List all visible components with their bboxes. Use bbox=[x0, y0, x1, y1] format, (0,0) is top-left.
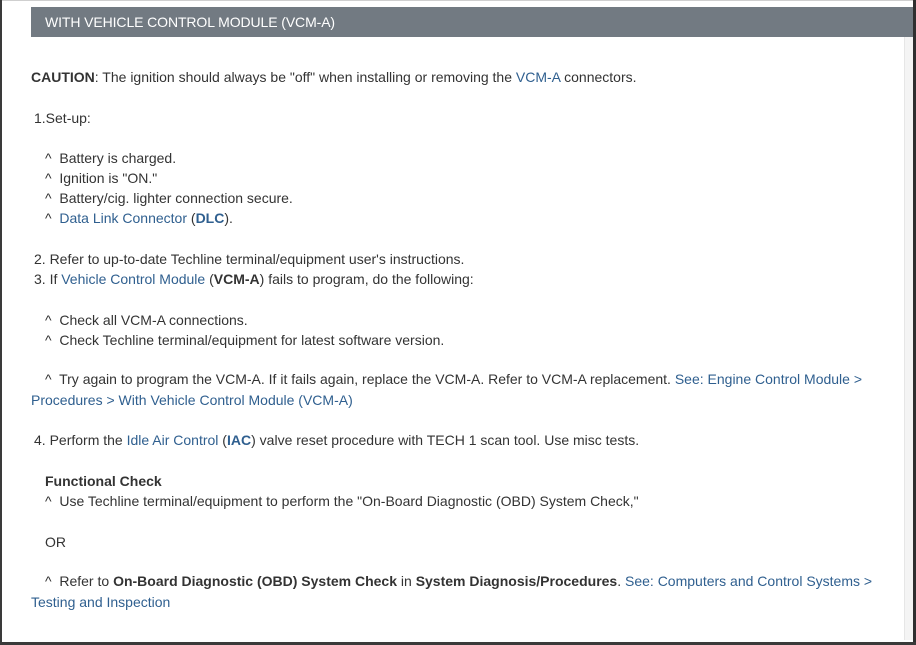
retry-paragraph bbox=[31, 369, 893, 411]
bullet-marker: ^ bbox=[45, 493, 52, 509]
caution-line bbox=[31, 67, 637, 87]
system-diagnosis-bold: System Diagnosis/Procedures bbox=[415, 573, 618, 589]
step1-label: 1.Set-up: bbox=[34, 110, 91, 126]
vehicle-control-module-link[interactable]: Vehicle Control Module bbox=[61, 271, 206, 287]
step3-prefix: 3. If bbox=[34, 271, 62, 287]
refer-prefix: Refer to bbox=[59, 573, 114, 589]
obd-reference-paragraph bbox=[31, 571, 893, 613]
iac-abbr-link[interactable]: IAC bbox=[226, 432, 252, 448]
list-item bbox=[45, 208, 233, 228]
caution-text: : The ignition should always be "off" when installing or removing the bbox=[94, 69, 516, 85]
vcm-a-abbr: VCM-A bbox=[213, 271, 260, 287]
paren-close: ) bbox=[259, 271, 265, 287]
functional-check-title bbox=[45, 471, 162, 491]
retry-text: Try again to program the VCM-A. If it fails again, replace the VCM-A. Refer to VCM-A replacement. bbox=[59, 371, 675, 387]
section-header bbox=[31, 7, 913, 37]
window-left-border bbox=[0, 0, 2, 645]
obd-system-check-bold: On-Board Diagnostic (OBD) System Check bbox=[113, 573, 397, 589]
functional-check-heading: Functional Check bbox=[45, 473, 162, 489]
caution-label: CAUTION bbox=[31, 69, 95, 85]
bullet-marker: ^ bbox=[45, 210, 52, 226]
refer-mid: in bbox=[397, 573, 416, 589]
vertical-scrollbar[interactable] bbox=[904, 37, 913, 640]
step4-line bbox=[34, 430, 639, 450]
step4-prefix: 4. Perform the bbox=[34, 432, 127, 448]
step3-suffix: fails to program, do the following: bbox=[264, 271, 474, 287]
bullet-text: Ignition is "ON." bbox=[59, 170, 158, 186]
step3-line bbox=[34, 269, 474, 289]
bullet-marker: ^ bbox=[45, 371, 52, 387]
or-separator: OR bbox=[45, 534, 66, 550]
paren-open: ( bbox=[205, 271, 214, 287]
list-item bbox=[45, 330, 444, 350]
bullet-text: Battery is charged. bbox=[59, 150, 177, 166]
paren-close: ) bbox=[251, 432, 256, 448]
idle-air-control-link[interactable]: Idle Air Control bbox=[126, 432, 219, 448]
step2-line: 2. Refer to up-to-date Techline terminal/equipment user's instructions. bbox=[34, 251, 465, 267]
bullet-marker: ^ bbox=[45, 190, 52, 206]
caution-text-end: connectors. bbox=[560, 69, 637, 85]
bullet-text: Use Techline terminal/equipment to perform the "On-Board Diagnostic (OBD) System Check," bbox=[59, 493, 639, 509]
bullet-marker: ^ bbox=[45, 170, 52, 186]
computers-control-systems-link[interactable]: See: Computers and Control Systems > Testing and Inspection bbox=[31, 573, 873, 610]
bullet-marker: ^ bbox=[45, 150, 52, 166]
step4-suffix: valve reset procedure with TECH 1 scan tool. Use misc tests. bbox=[255, 432, 640, 448]
list-item bbox=[45, 188, 293, 208]
bullet-marker: ^ bbox=[45, 573, 52, 589]
bullet-marker: ^ bbox=[45, 312, 52, 328]
window-top-edge bbox=[0, 0, 916, 1]
refer-period: . bbox=[617, 573, 625, 589]
bullet-text: Check all VCM-A connections. bbox=[59, 312, 248, 328]
paren-open: ( bbox=[218, 432, 227, 448]
bullet-marker: ^ bbox=[45, 332, 52, 348]
list-item bbox=[45, 491, 639, 511]
paren-open: ( bbox=[187, 210, 196, 226]
vcm-a-link[interactable]: VCM-A bbox=[515, 69, 561, 85]
list-item bbox=[45, 168, 157, 188]
dlc-abbr-link[interactable]: DLC bbox=[195, 210, 225, 226]
engine-control-module-link[interactable]: See: Engine Control Module > Procedures > With Vehicle Control Module (VCM-A) bbox=[31, 371, 863, 408]
bullet-text: Check Techline terminal/equipment for latest software version. bbox=[59, 332, 445, 348]
list-item bbox=[45, 148, 176, 168]
bullet-text: Battery/cig. lighter connection secure. bbox=[59, 190, 293, 206]
data-link-connector-link[interactable]: Data Link Connector bbox=[59, 210, 187, 226]
section-title: WITH VEHICLE CONTROL MODULE (VCM-A) bbox=[45, 14, 335, 30]
list-item bbox=[45, 310, 248, 330]
paren-close: ). bbox=[224, 210, 233, 226]
